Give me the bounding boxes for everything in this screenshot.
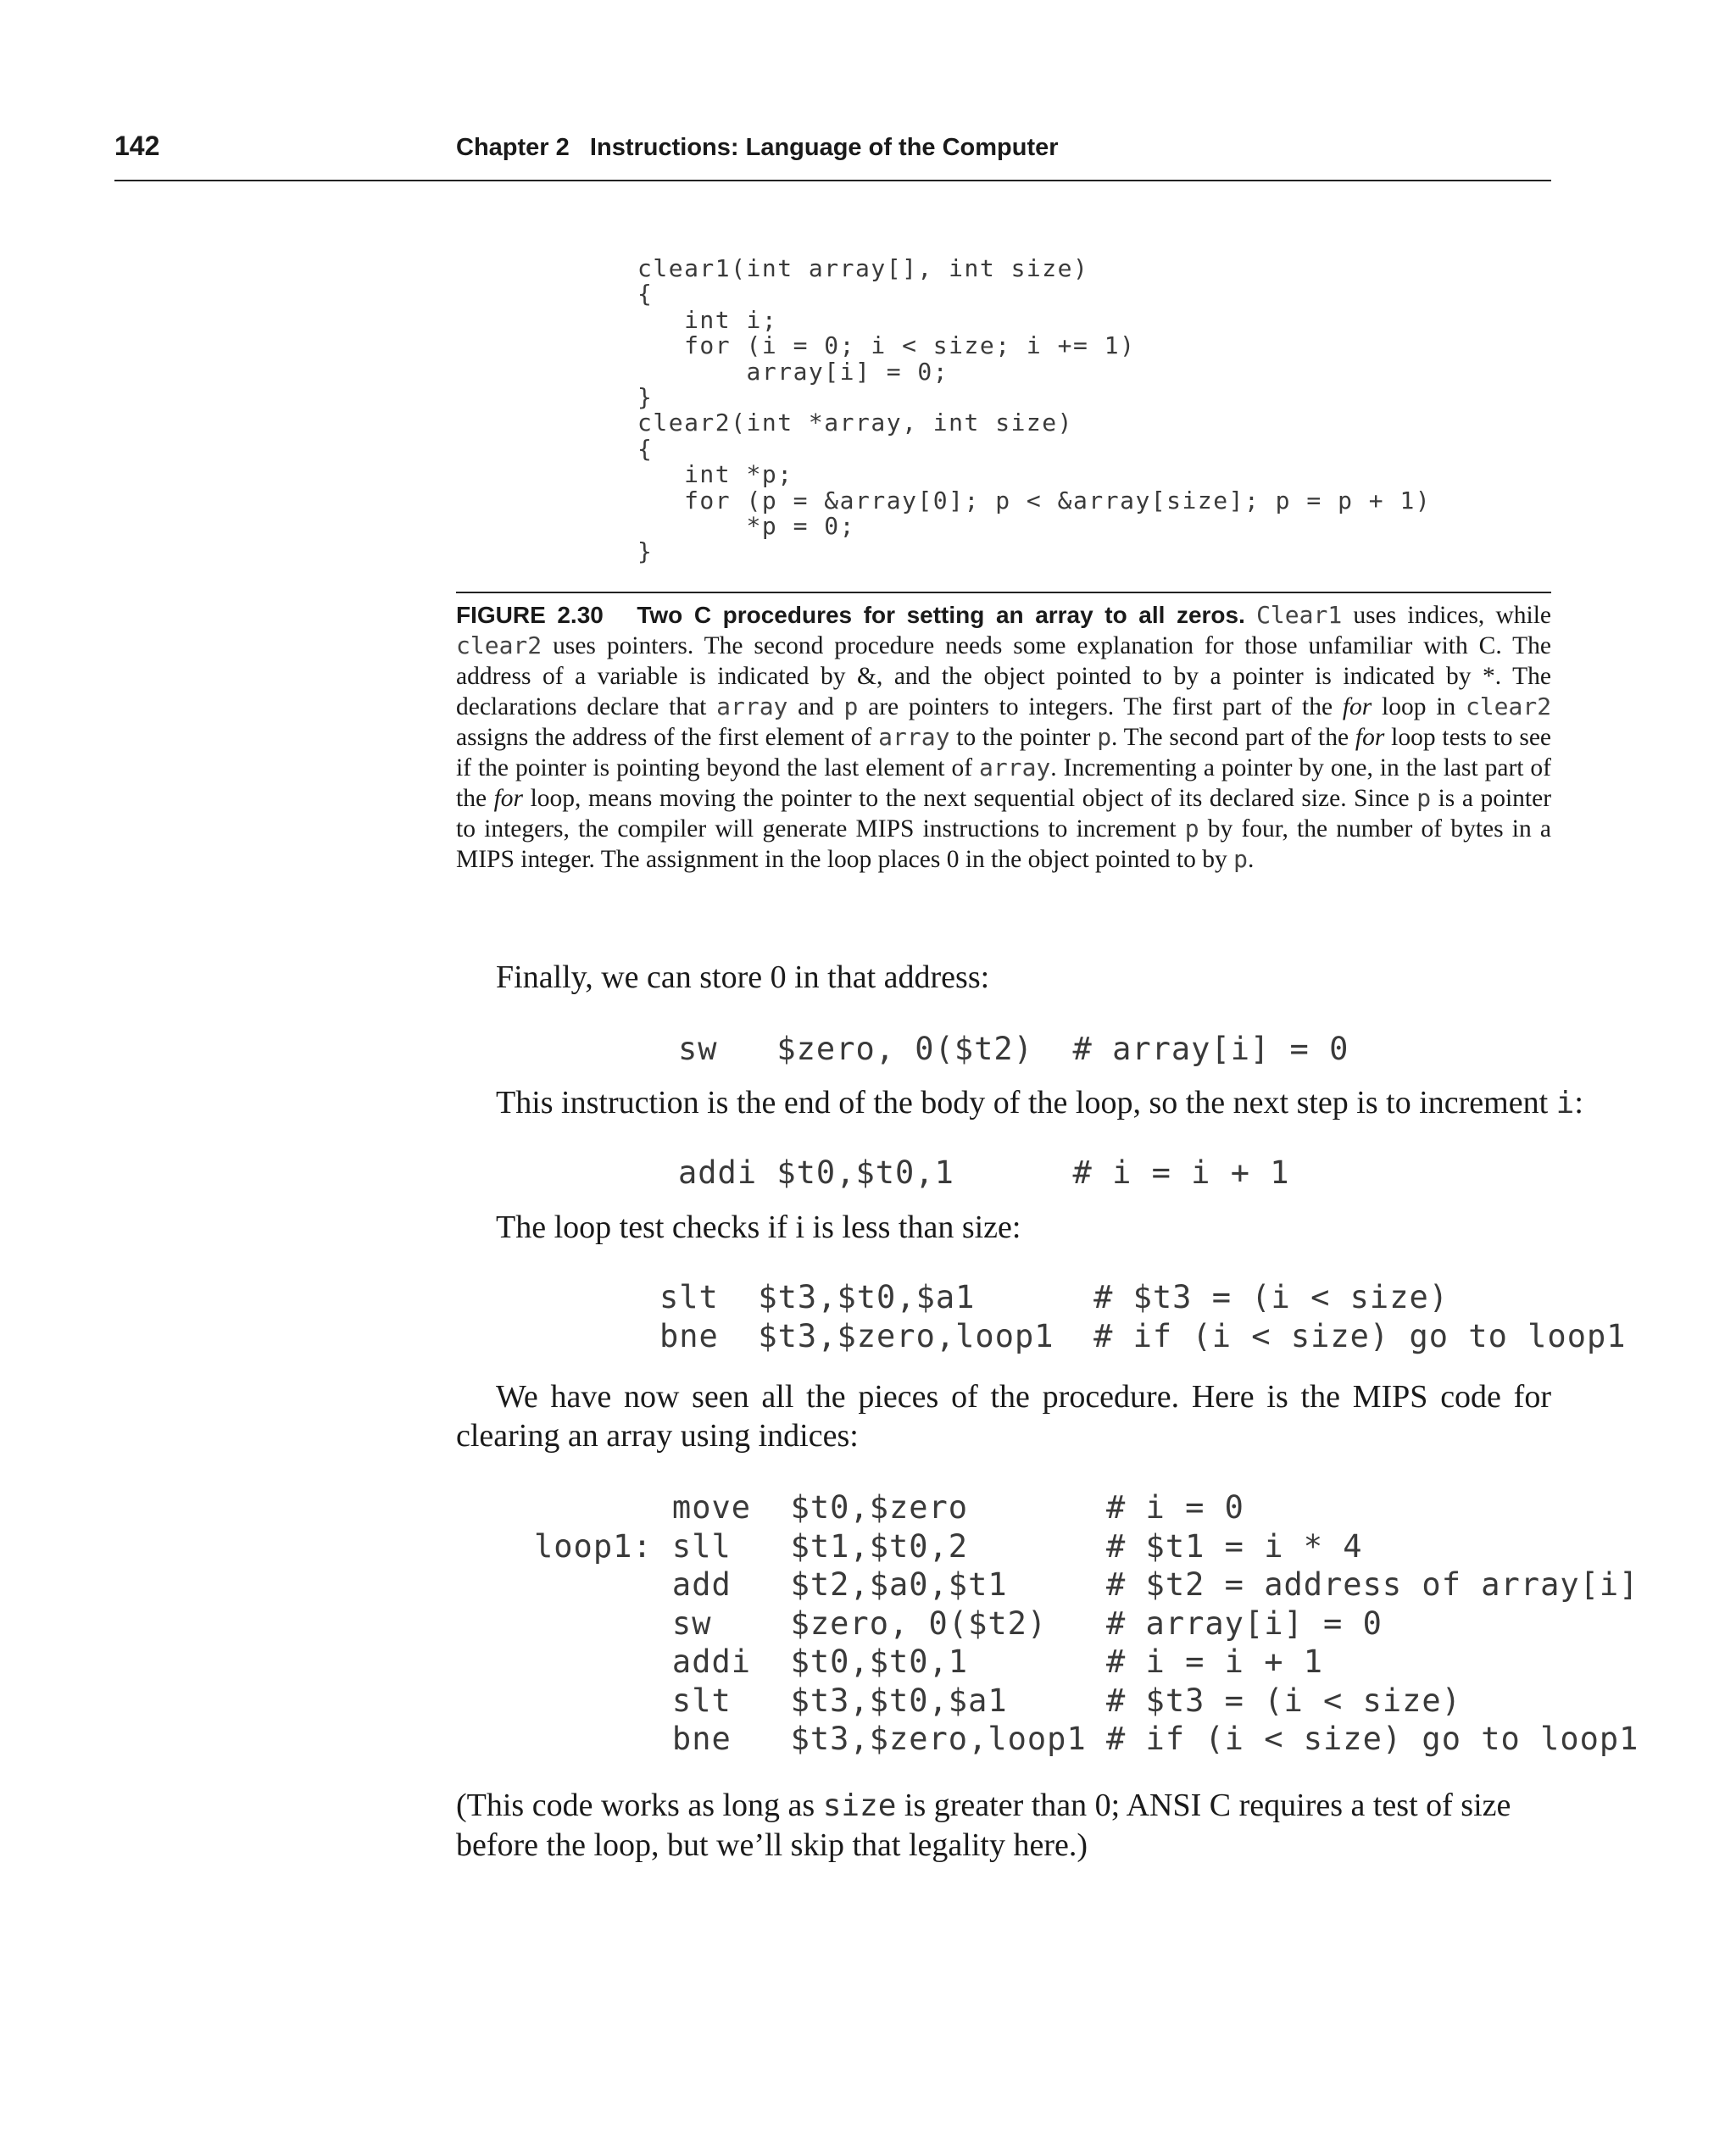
code-line: add $t2,$a0,$t1 # $t2 = address of array[i] — [534, 1566, 1639, 1603]
caption-code: array — [878, 723, 950, 751]
code-line: addi $t0,$t0,1 # i = i + 1 — [534, 1643, 1324, 1680]
code-line: } — [637, 383, 654, 412]
code-line: for (i = 0; i < size; i += 1) — [637, 331, 1136, 360]
code-line: for (p = &array[0]; p < &array[size]; p = p + 1) — [637, 486, 1432, 514]
code-line: } — [637, 537, 654, 566]
code-line: bne $t3,$zero,loop1 # if (i < size) go to loop1 — [534, 1721, 1639, 1757]
caption-text: and — [798, 693, 834, 720]
caption-text: uses indices, while — [1353, 602, 1552, 629]
code-line: array[i] = 0; — [637, 357, 949, 386]
code-line: int *p; — [637, 460, 793, 489]
caption-italic: for — [1355, 724, 1385, 751]
code-line: clear2(int *array, int size) — [637, 409, 1074, 437]
paragraph — [456, 1786, 1551, 1865]
caption-text: to the pointer — [956, 724, 1091, 751]
code-line: move $t0,$zero # i = 0 — [534, 1489, 1244, 1526]
header-divider — [114, 180, 1551, 181]
code-line: slt $t3,$t0,$a1 # $t3 = (i < size) — [659, 1279, 1449, 1315]
running-head: Chapter 2 Instructions: Language of the Computer — [456, 134, 1059, 161]
paragraph — [496, 1083, 1583, 1123]
caption-code: array — [979, 754, 1051, 781]
code-line: { — [637, 434, 654, 463]
code-line: clear1(int array[], int size) — [637, 254, 1089, 282]
caption-code: p — [1184, 815, 1199, 842]
caption-divider — [456, 592, 1551, 593]
caption-text: loop in — [1382, 693, 1456, 720]
code-line: bne $t3,$zero,loop1 # if (i < size) go to loop1 — [659, 1317, 1627, 1354]
caption-text: . — [1247, 846, 1255, 873]
caption-code: p — [843, 692, 859, 720]
paragraph-text: This instruction is the end of the body of the loop, so the next step is to increment — [496, 1085, 1549, 1121]
caption-code: p — [1097, 723, 1112, 751]
caption-text: assigns the address of the first element of — [456, 724, 872, 751]
caption-text: is a pointer to integers, the compiler will generate MIPS instructions to increment — [456, 785, 1552, 842]
caption-text: . Incrementing a pointer by one, in the last part of the — [456, 754, 1552, 812]
paragraph-text: is greater than 0; ANSI C requires a test of size before the loop, but we’ll skip that legality here.) — [456, 1788, 1511, 1863]
code-line: loop1: sll $t1,$t0,2 # $t1 = i * 4 — [534, 1527, 1363, 1565]
code-line: int i; — [637, 305, 778, 334]
asm-full-listing — [534, 1488, 1639, 1759]
c-code-listing — [637, 256, 1431, 565]
asm-loop-test — [659, 1278, 1627, 1355]
figure-caption — [456, 600, 1551, 875]
caption-text: uses pointers. The second procedure needs some explanation for those unfamiliar with C. The address of a variable is indicated by &, and the object pointed to by a pointer is indicated by *. The declarations declare that — [456, 632, 1551, 720]
caption-code: p — [1416, 784, 1432, 812]
figure-title: Two C procedures for setting an array to all zeros. — [637, 602, 1245, 628]
caption-text: are pointers to integers. The first part of the — [868, 693, 1333, 720]
paragraph-text: : — [1574, 1085, 1583, 1121]
asm-sw-line: sw $zero, 0($t2) # array[i] = 0 — [678, 1031, 1349, 1067]
code-line: { — [637, 280, 654, 309]
caption-text: loop tests to see if the pointer is pointing beyond the last element of — [456, 724, 1552, 781]
caption-text: loop, means moving the pointer to the next sequential object of its declared size. Since — [530, 785, 1410, 812]
paragraph-text: (This code works as long as — [456, 1788, 815, 1823]
asm-addi-line: addi $t0,$t0,1 # i = i + 1 — [678, 1154, 1290, 1191]
caption-code: clear2 — [1465, 692, 1552, 720]
caption-italic: for — [493, 785, 524, 812]
inline-code: size — [822, 1788, 897, 1823]
figure-label: FIGURE 2.30 — [456, 602, 604, 628]
caption-code: Clear1 — [1256, 601, 1343, 629]
caption-code: p — [1233, 845, 1248, 873]
code-line: slt $t3,$t0,$a1 # $t3 = (i < size) — [534, 1682, 1461, 1719]
paragraph: Finally, we can store 0 in that address: — [496, 959, 990, 995]
caption-text: by four, the number of bytes in a MIPS integer. The assignment in the loop places 0 in the object pointed to by — [456, 815, 1552, 873]
paragraph: We have now seen all the pieces of the procedure. Here is the MIPS code for clearing an array using indices: — [456, 1379, 1551, 1454]
caption-code: clear2 — [456, 631, 542, 659]
code-line: *p = 0; — [637, 512, 856, 541]
page-number: 142 — [114, 131, 160, 161]
caption-code: array — [716, 692, 788, 720]
caption-text: . The second part of the — [1111, 724, 1349, 751]
code-line: sw $zero, 0($t2) # array[i] = 0 — [534, 1604, 1383, 1642]
paragraph: The loop test checks if i is less than size: — [496, 1210, 1021, 1245]
caption-italic: for — [1342, 693, 1372, 720]
inline-code: i — [1555, 1086, 1575, 1121]
